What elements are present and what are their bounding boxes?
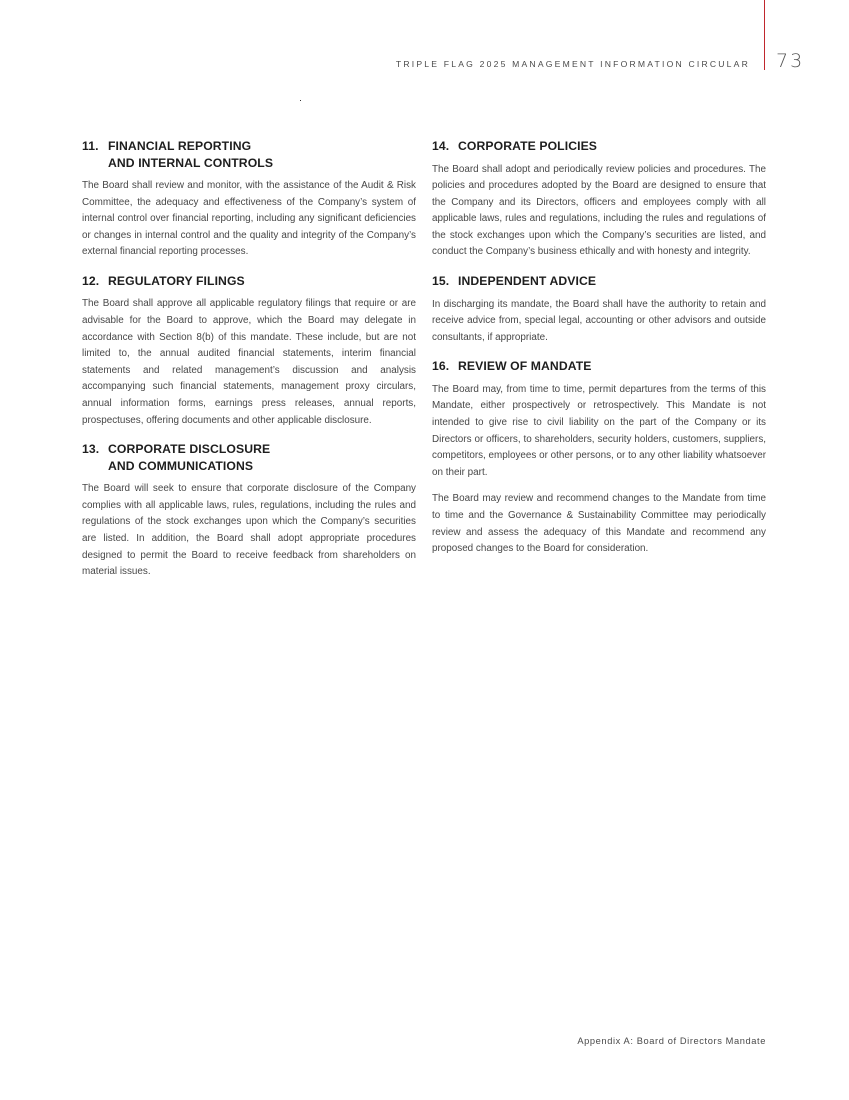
section-title: CORPORATE POLICIES (458, 139, 598, 153)
section-paragraph: The Board shall adopt and periodically review policies and procedures. The policies and procedures adopted by the Board are designed to ensure that the Company and its Directors, officers and employees comply with all applicable laws, rules and regulations, including the rules and regulations of the stock exchanges upon which the Company’s securities are listed, and conduct the Company’s business ethically and with honesty and integrity. (432, 163, 766, 258)
section-paragraph: The Board will seek to ensure that corporate disclosure of the Company complies with all applicable laws, rules, regulations, including the rules and regulations of the stock exchanges upon which the Company’s securities are listed. In addition, the Board shall adopt appropriate procedures designed to permit the Board to receive feedback from shareholders on material issues. (82, 483, 416, 578)
section-title: INDEPENDENT ADVICE (458, 274, 597, 289)
section-title-line-2: AND COMMUNICATIONS (108, 458, 254, 473)
page-number: 73 (776, 50, 805, 72)
section-heading (82, 273, 416, 290)
section-regulatory-filings (82, 273, 416, 429)
section-heading (432, 358, 766, 375)
section-corporate-policies (432, 138, 766, 261)
section-number: 15. (432, 274, 450, 289)
section-corporate-disclosure (82, 441, 416, 581)
section-title: REVIEW OF MANDATE (458, 359, 592, 374)
section-title-line-1: CORPORATE DISCLOSURE (108, 442, 271, 457)
section-title (108, 441, 416, 474)
section-number: 11. (82, 139, 99, 153)
section-number: 16. (432, 359, 450, 374)
section-title-line-2: AND INTERNAL CONTROLS (108, 155, 274, 170)
section-paragraph: In discharging its mandate, the Board shall have the authority to retain and receive advice from, special legal, accounting or other advisors and outside consultants, if appropriate. (432, 298, 766, 343)
section-title-line-1: FINANCIAL REPORTING (108, 139, 252, 153)
running-header-title: TRIPLE FLAG 2025 MANAGEMENT INFORMATION CIRCULAR (395, 59, 750, 69)
header-accent-rule (764, 0, 765, 70)
section-number: 14. (432, 139, 450, 153)
left-column (82, 138, 416, 593)
section-title: REGULATORY FILINGS (108, 273, 245, 288)
section-heading (82, 138, 416, 171)
section-title (108, 138, 416, 171)
section-number: 12. (82, 273, 100, 288)
section-review-of-mandate (432, 358, 766, 557)
section-paragraph: The Board shall review and monitor, with the assistance of the Audit & Risk Committee, the adequacy and effectiveness of the Company’s system of internal control over financial reporting, including any significant deficiencies or changes in internal control and the quality and integrity of the Company’s external financial reporting processes. (82, 180, 416, 258)
section-heading (82, 441, 416, 474)
section-heading (432, 138, 766, 155)
section-paragraph: The Board may, from time to time, permit departures from the terms of this Mandate, either prospectively or retrospectively. This Mandate is not intended to give rise to civil liability on the part of the Company or its Directors or officers, to shareholders, security holders, customers, suppliers, competitors, employees or other persons, or to any other liability whatsoever on their part. (432, 383, 766, 478)
section-independent-advice (432, 273, 766, 346)
section-paragraph: The Board may review and recommend changes to the Mandate from time to time and the Governance & Sustainability Committee may periodically review and assess the adequacy of this Mandate and recommend any proposed changes to the Board for consideration. (432, 493, 766, 555)
stray-mark (300, 100, 301, 101)
section-financial-reporting (82, 138, 416, 261)
section-number: 13. (82, 442, 100, 457)
right-column (432, 138, 766, 570)
section-paragraph: The Board shall approve all applicable regulatory filings that require or are advisable for the Board to approve, which the Board may delegate in accordance with Section 8(b) of this mandate. These include, but are not limited to, the annual audited financial statements, interim financial statements and related management’s discussion and analysis accompanying such financial statements, management proxy circulars, annual information forms, earnings press releases, annual reports, prospectuses, offering documents and other applicable disclosure. (82, 298, 416, 426)
footer-appendix-label: Appendix A: Board of Directors Mandate (577, 1036, 766, 1046)
section-heading (432, 273, 766, 290)
